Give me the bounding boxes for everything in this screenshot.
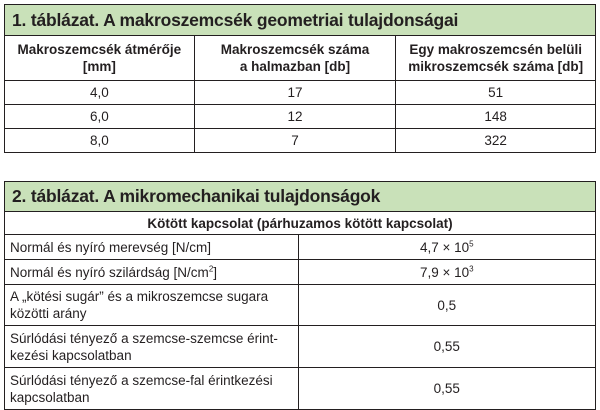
- property-label: Súrlódási tényező a szemcse-fal érintkezési kapcsolatban: [5, 368, 299, 410]
- table-row: [5, 285, 596, 326]
- cell-micro-count: 148: [396, 105, 596, 129]
- cell-diameter: 4,0: [5, 81, 195, 105]
- property-value: 0,55: [298, 326, 595, 368]
- table-2-title: 2. táblázat. A mikromechanikai tulajdonságok: [5, 182, 596, 212]
- table-2: [4, 181, 596, 410]
- column-header-diameter: Makroszemcsék átmérője [mm]: [5, 36, 195, 81]
- cell-micro-count: 322: [396, 129, 596, 153]
- cell-macro-count: 12: [194, 105, 396, 129]
- table-row: [5, 129, 596, 153]
- property-value: $7,9 \times 10^3$: [298, 260, 595, 285]
- table-row: [5, 81, 596, 105]
- table-row: [5, 260, 596, 285]
- cell-macro-count: 7: [194, 129, 396, 153]
- property-label: A „kötési sugár” és a mikroszemcse sugara közötti arány: [5, 285, 299, 326]
- property-value: 0,5: [298, 285, 595, 326]
- cell-micro-count: 51: [396, 81, 596, 105]
- cell-diameter: 6,0: [5, 105, 195, 129]
- table-2-subheader: Kötött kapcsolat (párhuzamos kötött kapcsolat): [5, 212, 596, 235]
- property-value: 0,55: [298, 368, 595, 410]
- property-value: $4,7 \times 10^5$: [298, 235, 595, 260]
- table-row: [5, 326, 596, 368]
- property-label: Súrlódási tényező a szemcse-szemcse érint- kezési kapcsolatban: [5, 326, 299, 368]
- table-row: [5, 368, 596, 410]
- table-1-header-row: [5, 36, 596, 81]
- cell-diameter: 8,0: [5, 129, 195, 153]
- column-header-micro-count: Egy makroszemcsén belüli mikroszemcsék száma [db]: [396, 36, 596, 81]
- table-1-title: 1. táblázat. A makroszemcsék geometriai tulajdonságai: [5, 5, 596, 36]
- cell-macro-count: 17: [194, 81, 396, 105]
- table-row: [5, 235, 596, 260]
- property-label: Normál és nyíró szilárdság $[N/cm^2]$: [5, 260, 299, 285]
- column-header-macro-count: Makroszemcsék száma a halmazban [db]: [194, 36, 396, 81]
- table-1: [4, 4, 596, 153]
- table-row: [5, 105, 596, 129]
- property-label: Normál és nyíró merevség [N/cm]: [5, 235, 299, 260]
